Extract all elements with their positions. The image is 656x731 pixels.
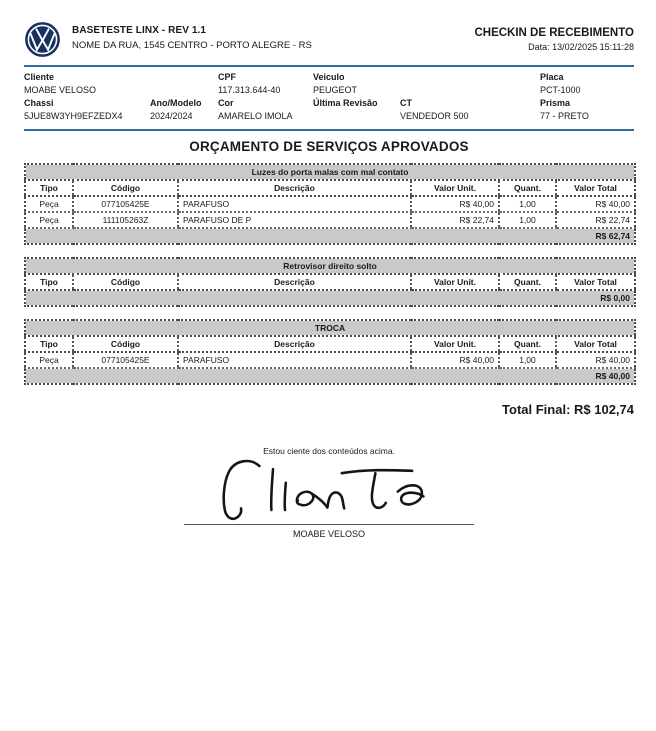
header-divider (24, 65, 634, 67)
signature-name: MOABE VELOSO (292, 529, 366, 539)
document-header (24, 22, 634, 58)
field-placa: Placa PCT-1000 (540, 72, 581, 95)
table-row: Peça 077105425E PARAFUSO R$ 40,00 1,00 R$ 40,00 (25, 196, 635, 212)
company-name: BASETESTE LINX - REV 1.1 (72, 25, 207, 36)
table-row: Peça 111105263Z PARAFUSO DE P R$ 22,74 1,00 R$ 22,74 (25, 212, 635, 228)
service-table-3 (24, 319, 636, 385)
info-divider (24, 129, 634, 131)
acknowledgement-notice: Estou ciente dos conteúdos acima. (263, 446, 395, 456)
document-meta (474, 22, 634, 52)
field-chassi: Chassi 5JUE8W3YH9EFZEDX4 (24, 98, 123, 121)
service-table-2 (24, 257, 636, 307)
service-total: R$ 0,00 (25, 290, 635, 306)
field-ct: CT VENDEDOR 500 (400, 98, 469, 121)
document-date: Data: 13/02/2025 15:11:28 (528, 42, 634, 52)
table-header-row: Tipo Código Descrição Valor Unit. Quant. Valor Total (25, 274, 635, 290)
vehicle-info-grid (24, 70, 634, 122)
section-title: ORÇAMENTO DE SERVIÇOS APROVADOS (189, 139, 469, 154)
vw-logo-icon (24, 21, 61, 58)
service-table-1 (24, 163, 636, 245)
field-ano-modelo: Ano/Modelo 2024/2024 (150, 98, 202, 121)
field-veiculo: Veiculo PEUGEOT (313, 72, 358, 95)
company-address: NOME DA RUA, 1545 CENTRO - PORTO ALEGRE - RS (72, 40, 312, 51)
dealer-identity (72, 22, 312, 51)
field-cpf: CPF 117.313.644-40 (218, 72, 281, 95)
field-prisma: Prisma 77 - PRETO (540, 98, 589, 121)
service-title: Luzes do porta malas com mal contato (25, 164, 635, 180)
field-cliente: Cliente MOABE VELOSO (24, 72, 97, 95)
service-total: R$ 40,00 (25, 368, 635, 384)
document-type: CHECKIN DE RECEBIMENTO (474, 27, 634, 39)
signature-line (184, 524, 474, 525)
field-cor: Cor AMARELO IMOLA (218, 98, 293, 121)
service-title: TROCA (25, 320, 635, 336)
table-header-row: Tipo Código Descrição Valor Unit. Quant. Valor Total (25, 180, 635, 196)
total-final: Total Final: R$ 102,74 (502, 402, 634, 417)
service-title: Retrovisor direito solto (25, 258, 635, 274)
customer-signature-drawing (193, 458, 465, 522)
table-row: Peça 077105425E PARAFUSO R$ 40,00 1,00 R$ 40,00 (25, 352, 635, 368)
field-ultima-revisao: Última Revisão (313, 98, 378, 108)
service-total: R$ 62,74 (25, 228, 635, 244)
table-header-row: Tipo Código Descrição Valor Unit. Quant. Valor Total (25, 336, 635, 352)
